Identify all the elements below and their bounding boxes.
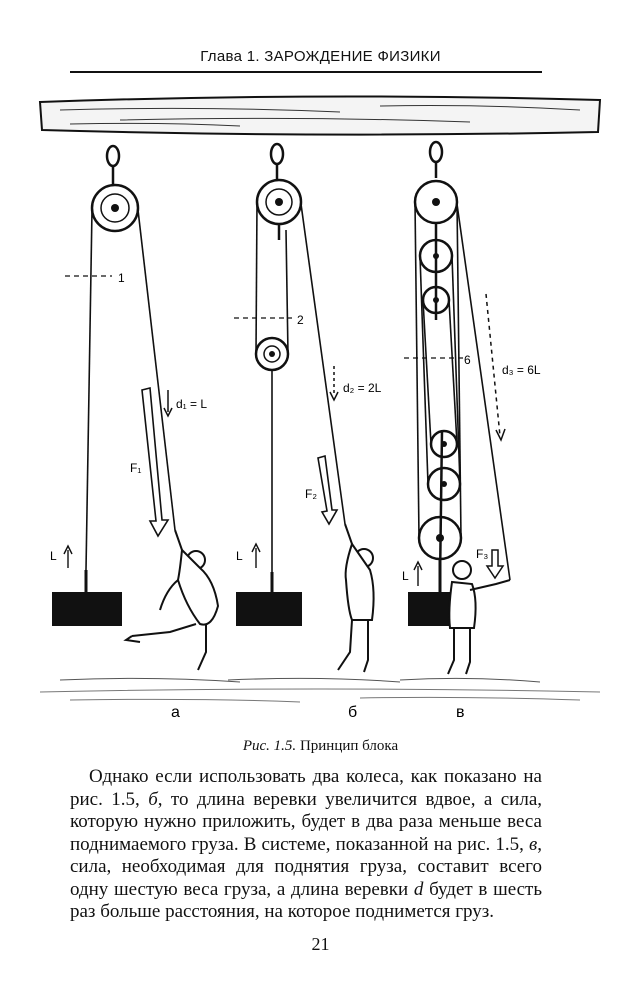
panel-letter: б (348, 704, 358, 721)
body-paragraph (70, 766, 542, 924)
italic-ref: в (529, 833, 538, 855)
rope-pull (457, 204, 510, 580)
panel-letter: в (456, 704, 465, 721)
load-block (236, 592, 302, 626)
italic-ref: б (148, 788, 158, 810)
force-label: F₁ (130, 461, 142, 475)
running-head: Глава 1. ЗАРОЖДЕНИЕ ФИЗИКИ (200, 48, 441, 65)
fixed-pulley (92, 185, 138, 231)
italic-variable: d (413, 878, 424, 900)
caption-text: Принцип блока (299, 738, 399, 754)
rope-label: 1 (118, 271, 125, 285)
load-block (52, 592, 122, 626)
page-number: 21 (311, 934, 330, 954)
person-figure (448, 561, 510, 674)
rope-label: 6 (464, 353, 471, 367)
d-label: d₃ = 6L (502, 363, 541, 377)
wooden-beam (40, 96, 600, 134)
header-rule (70, 71, 542, 73)
panel-c (400, 142, 541, 721)
force-label: F₂ (305, 487, 317, 501)
fixed-pulley (257, 180, 301, 224)
load-block (408, 592, 452, 626)
hook (271, 144, 283, 184)
lower-pulley-block (419, 431, 461, 580)
panel-a (50, 146, 240, 721)
person-figure (338, 524, 374, 672)
d-label: d₂ = 2L (343, 381, 382, 395)
lift-label: L (50, 549, 57, 563)
text-run: , то длина веревки увеличится вдвое, а сила, которую нужно приложить, будет в два раза меньше веса поднимаемого груза. В системе, показанной на рис. 1.5, (70, 788, 543, 855)
text-run: , сила, необходимая для поднятия груза, составит всего одну шестую веса груза, а длина веревки (70, 833, 542, 900)
lift-label: L (402, 569, 409, 583)
text-run: Однако если использовать два колеса, как показано на рис. 1.5, (70, 766, 542, 810)
hook (107, 146, 119, 190)
movable-pulley (256, 338, 288, 370)
d-label: d₁ = L (176, 397, 208, 411)
force-label: F₃ (476, 547, 489, 561)
person-figure (126, 530, 218, 670)
rope-load (86, 210, 92, 570)
lift-label: L (236, 549, 243, 563)
panel-letter: а (171, 704, 180, 721)
rope-label: 2 (297, 313, 304, 327)
caption-number: Рис. 1.5. (242, 738, 297, 754)
ground-hatching (40, 689, 600, 702)
pulley-figure (0, 80, 641, 730)
text-run: будет в шесть раз больше расстояния, на которое поднимется груз. (70, 878, 543, 922)
hook (430, 142, 442, 178)
figure-caption (0, 738, 641, 755)
panel-b (228, 144, 400, 721)
